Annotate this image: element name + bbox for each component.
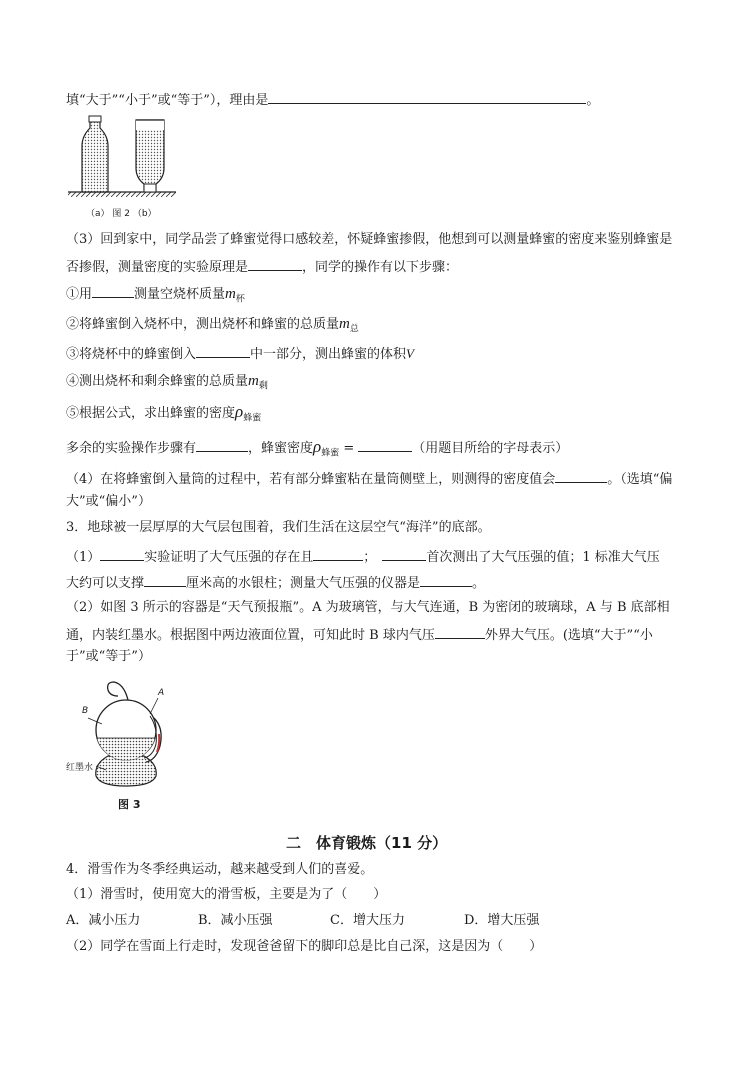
q3-part2-line2	[66, 624, 653, 645]
step-4	[66, 372, 268, 396]
option-a[interactable]: A．减小压力	[66, 913, 141, 928]
q4-part-line2: 大”或“偏小”）	[66, 494, 151, 509]
q3-part2-line3: 于”或“等于”）	[66, 649, 151, 664]
option-c[interactable]: C．增大压力	[330, 913, 405, 928]
q3-stem: 3．地球被一层厚厚的大气层包围着，我们生活在这层空气“海洋”的底部。	[66, 520, 491, 535]
equals-sign: =	[339, 441, 355, 456]
answer-blank[interactable]	[268, 89, 586, 104]
subscript: 杯	[235, 294, 245, 305]
q4-part-line1	[66, 468, 672, 489]
q4-part-text-2: 。（选填“偏	[607, 472, 673, 487]
q3-part1-line2	[66, 572, 485, 593]
q3-text-7: 。	[472, 576, 486, 591]
q3-text-6: 厘米高的水银柱；测量大气压强的仪器是	[186, 576, 421, 591]
step-2	[66, 315, 359, 339]
symbol-rho: ρ	[235, 402, 244, 421]
option-b[interactable]: B．减小压强	[198, 913, 273, 928]
step-2-text: ②将蜂蜜倒入烧杯中，测出烧杯和蜂蜜的总质量	[66, 317, 340, 332]
symbol-rho: ρ	[313, 437, 322, 456]
subscript: 总	[349, 324, 359, 335]
figure-3	[66, 674, 186, 814]
step-1-blank[interactable]	[92, 283, 134, 298]
reason-prefix: 填“大于”“小于”或“等于”），理由是	[66, 93, 269, 108]
step-3-text: ③将烧杯中的蜂蜜倒入	[66, 347, 197, 362]
label-b: B	[82, 706, 89, 716]
q4-part2: （2）同学在雪面上行走时，发现爸爸留下的脚印总是比自己深，这是因为（ ）	[66, 939, 543, 954]
q3-text-5: 大约可以支撑	[66, 576, 145, 591]
step-5	[66, 403, 261, 428]
step-5-text: ⑤根据公式，求出蜂蜜的密度	[66, 406, 236, 421]
q3-part2-line1: （2）如图 3 所示的容器是“天气预报瓶”。A 为玻璃管，与大气连通，B 为密闭的玻璃球，A 与 B 底部相	[66, 600, 670, 615]
symbol-v: V	[406, 346, 414, 361]
principle-blank[interactable]	[248, 256, 302, 271]
q3-text-9: 外界大气压。(选填“大于”“小	[484, 628, 653, 643]
figure-2-caption: （a） 图 2 （b）	[86, 209, 157, 219]
step-1-text-2: 测量空烧杯质量	[134, 287, 226, 302]
pressure-compare-blank[interactable]	[435, 624, 485, 639]
q4-stem: 4．滑雪作为冬季经典运动，越来越受到人们的喜爱。	[66, 862, 374, 877]
mercury-height-blank[interactable]	[144, 572, 186, 587]
step-1-text: ①用	[66, 287, 93, 302]
option-d[interactable]: D．增大压强	[464, 913, 540, 928]
q3-text-8: 通，内装红墨水。根据图中两边液面位置，可知此时 B 球内气压	[66, 628, 435, 643]
q3-part1-line1	[66, 546, 660, 567]
q3-intro-text-2: ，同学的操作有以下步骤：	[302, 260, 459, 275]
symbol-m: m	[225, 286, 236, 302]
q3-text-4: 首次测出了大气压强的值；1 标准大气压	[426, 550, 660, 565]
pressure-property-blank[interactable]	[313, 546, 363, 561]
bottle-a	[82, 118, 108, 192]
q4-part1: （1）滑雪时，使用宽大的滑雪板，主要是为了（ ）	[66, 887, 387, 902]
step-1	[66, 283, 245, 309]
subscript: 蜂蜜	[321, 448, 340, 459]
q4-part-text: （4）在将蜂蜜倒入量筒的过程中，若有部分蜂蜜粘在量筒侧壁上，则测得的密度值会	[66, 472, 556, 487]
extra-text: 多余的实验操作步骤有	[66, 441, 197, 456]
q3-text: （1）	[66, 550, 101, 565]
step-3-blank[interactable]	[196, 343, 250, 358]
step-3-text-2: 中一部分，测出蜂蜜的体积	[250, 347, 407, 362]
step-4-text: ④测出烧杯和剩余蜂蜜的总质量	[66, 374, 249, 389]
q3-text-2: 实验证明了大气压强的存在且	[144, 550, 314, 565]
label-red-ink: 红墨水	[66, 763, 94, 773]
label-a: A	[158, 688, 165, 698]
experiment-blank[interactable]	[100, 546, 144, 561]
reason-suffix: 。	[586, 93, 600, 108]
step-3	[66, 343, 414, 364]
section-heading: 二 体育锻炼（11 分）	[286, 834, 448, 852]
extra-step-blank[interactable]	[196, 437, 248, 452]
bottle-b	[136, 120, 164, 190]
subscript: 剩	[258, 381, 268, 392]
glass-tube-a	[108, 682, 128, 700]
density-formula-blank[interactable]	[358, 437, 412, 452]
instrument-blank[interactable]	[420, 572, 472, 587]
q3-intro-text: 否掺假，测量密度的实验原理是	[66, 260, 249, 275]
weather-bottle-drawing	[66, 674, 186, 814]
symbol-m: m	[339, 316, 350, 332]
reason-line	[66, 89, 599, 110]
extra-text-3: （用题目所给的字母表示）	[412, 441, 569, 456]
q3-intro-line1: （3）回到家中，同学品尝了蜂蜜觉得口感较差，怀疑蜂蜜掺假，他想到可以测量蜂蜜的密度来鉴别蜂蜜是	[66, 232, 673, 247]
figure-3-caption: 图 3	[118, 798, 141, 811]
extra-step-line	[66, 437, 568, 463]
ground-hatch	[68, 192, 176, 197]
red-ink-column	[157, 734, 159, 752]
subscript: 蜂蜜	[243, 413, 262, 424]
scientist-blank[interactable]	[382, 546, 426, 561]
symbol-m: m	[248, 373, 259, 389]
extra-text-2: ，蜂蜜密度	[248, 441, 314, 456]
q3-intro-line2	[66, 256, 458, 277]
density-bias-blank[interactable]	[555, 468, 607, 483]
figure-2	[66, 112, 186, 222]
q3-text-3: ；	[363, 550, 377, 565]
